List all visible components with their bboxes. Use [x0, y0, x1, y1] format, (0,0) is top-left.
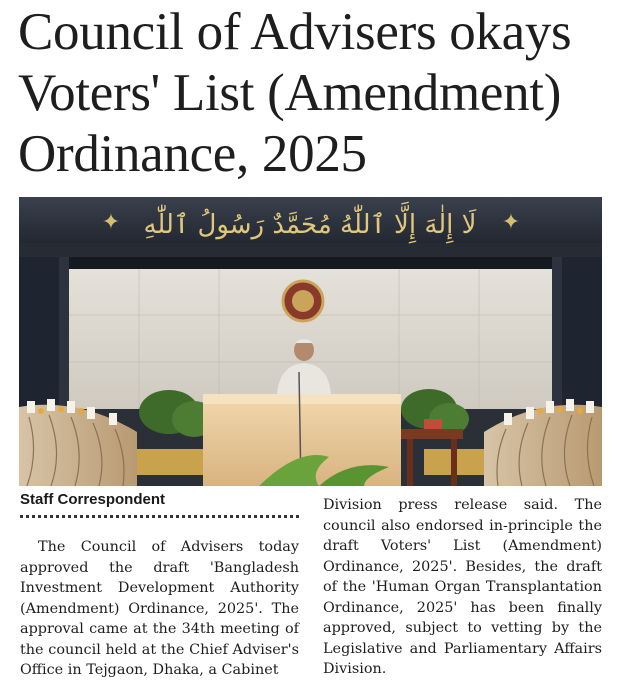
calligraphy-text: لَا إِلٰهَ إِلَّا ٱللّٰهُ مُحَمَّدٌ رَسُولُ ٱللّٰهِ [143, 210, 477, 240]
body-column-2: Division press release said. The council also endorsed in-principle the draft Voters' List (Amendment) Ordinance, 2025'. Besides, the draft of the 'Human Organ Transplantation Ordinance, 2025' has been finally approved, subject to vetting by the Legislative and Parliamentary Affairs Division. [323, 497, 602, 677]
news-photo [19, 197, 602, 486]
body-column-1: The Council of Advisers today approved the draft 'Bangladesh Investment Development Authority (Amendment) Ordinance, 2025'. The approval came at the 34th meeting of the council held at the Chief Adviser's Office in Tejgaon, Dhaka, a Cabinet [20, 539, 299, 678]
headline: Council of Advisers okays Voters' List (Amendment) Ordinance, 2025 [18, 3, 572, 183]
byline-divider [20, 515, 299, 518]
ornament-right-icon: ✦ [501, 210, 521, 235]
byline: Staff Correspondent [20, 491, 166, 508]
ornament-left-icon: ✦ [101, 210, 121, 235]
